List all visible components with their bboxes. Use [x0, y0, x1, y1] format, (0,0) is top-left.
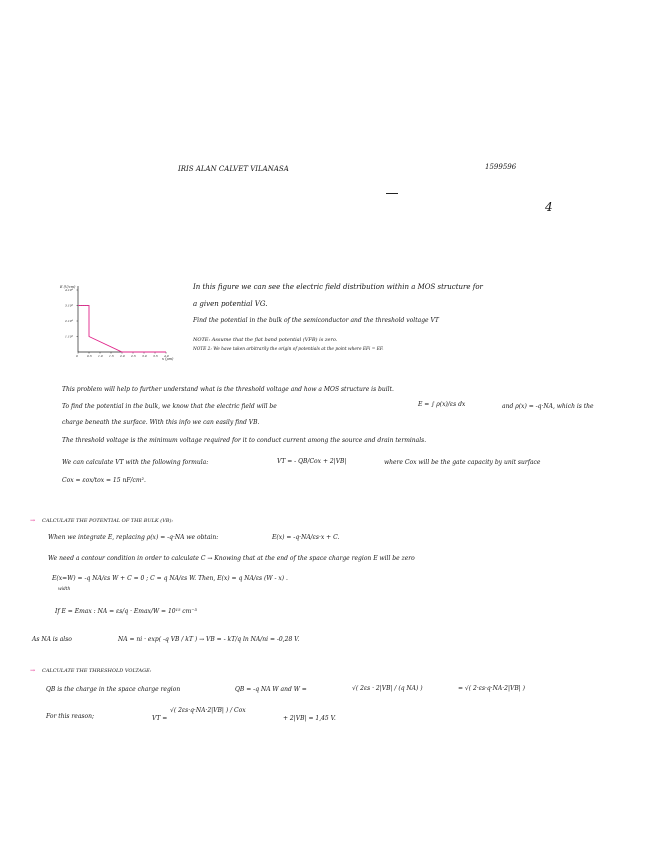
x-tick-label: 4.0: [164, 354, 169, 358]
note-2: NOTE 2: We have taken arbitrarily the origin of potentials at the point where EFi = EF.: [193, 347, 384, 352]
field-series-line: [78, 306, 166, 353]
student-name: IRIS ALAN CALVET VILANASA: [178, 165, 289, 173]
section-1-title: CALCULATE THE POTENTIAL OF THE BULK (VB):: [42, 518, 174, 524]
divider-dash: [386, 193, 398, 194]
sec2-line-1a: QB is the charge in the space charge region: [46, 686, 181, 693]
x-tick-label: 1.0: [98, 354, 103, 358]
x-tick-label: 2.0: [120, 354, 125, 358]
statement-line-3: Find the potential in the bulk of the semiconductor and the threshold voltage VT: [193, 317, 439, 324]
page-number: 4: [545, 200, 553, 214]
x-tick-label: 2.5: [131, 354, 136, 358]
intro-line-5a: We can calculate VT with the following formula:: [62, 459, 209, 466]
y-tick-label: 2.10⁴: [65, 319, 73, 323]
x-tick-label: 0: [76, 354, 78, 358]
intro-line-2b: and ρ(x) = -q·NA, which is the: [502, 403, 594, 410]
note-1: NOTE: Assume that the flat band potential (VFB) is zero.: [193, 337, 338, 343]
sec2-line-1b: QB = -q NA W and W =: [235, 686, 307, 693]
sec2-line-1c: √( 2εs · 2|VB| / (q NA) ): [352, 685, 423, 692]
electric-field-chart: [60, 282, 174, 362]
x-tick-label: 1.5: [109, 354, 114, 358]
sec1-line-1: When we integrate E, replacing ρ(x) = -q·NA we obtain:: [48, 534, 219, 541]
intro-line-2a: To find the potential in the bulk, we know that the electric field will be: [62, 403, 277, 410]
sec2-line-2c: √( 2εs·q·NA·2|VB| ) / Cox: [170, 707, 246, 714]
sec1-line-4: If E = Emax : NA = εs/q · Emax/W = 10¹⁵ cm⁻³: [55, 608, 197, 615]
intro-line-1: This problem will help to further understand what is the threshold voltage and how a MOS structure is built.: [62, 386, 394, 393]
section-2-title: CALCULATE THE THRESHOLD VOLTAGE:: [42, 668, 152, 674]
sec2-line-2a: For this reason;: [46, 713, 94, 720]
sec1-line-3: E(x=W) = -q NA/εs W + C = 0 ; C = q NA/εs W. Then, E(x) = q NA/εs (W - x) .: [52, 575, 288, 582]
x-axis-label: x (µm): [162, 357, 174, 361]
intro-line-2-equation: E = ∫ ρ(x)/εs dx: [418, 401, 466, 408]
sec1-line-5a: As NA is also: [32, 636, 72, 643]
arrow-icon: →: [30, 517, 36, 524]
x-tick-label: 0.5: [87, 354, 92, 358]
intro-line-6: Cox = εox/tox = 15 nF/cm².: [62, 477, 146, 484]
x-tick-label: 3.0: [142, 354, 147, 358]
y-tick-label: 4.10⁴: [65, 288, 73, 292]
y-tick-label: 1.10⁴: [65, 334, 73, 339]
intro-line-4: The threshold voltage is the minimum voltage required for it to conduct current among the source and drain terminals.: [62, 437, 427, 444]
arrow-icon-2: →: [30, 667, 36, 674]
sec1-width-note: width: [58, 587, 71, 592]
intro-line-5-equation: VT = - QB/Cox + 2|VB|: [277, 458, 347, 465]
sec2-line-1d: = √( 2·εs·q·NA·2|VB| ): [458, 685, 526, 692]
sec1-line-1-equation: E(x) = -q·NA/εs·x + C.: [272, 534, 340, 541]
sec2-line-2b: VT =: [152, 715, 168, 722]
x-tick-label: 3.5: [153, 354, 158, 358]
sec2-line-2d: + 2|VB| = 1,45 V.: [283, 715, 336, 722]
statement-line-1: In this figure we can see the electric field distribution within a MOS structure for: [193, 283, 483, 291]
intro-line-3: charge beneath the surface. With this info we can easily find VB.: [62, 419, 260, 426]
sec1-line-2: We need a contour condition in order to calculate C → Knowing that at the end of the space charge region E will be zero: [48, 555, 415, 562]
student-id: 1599596: [485, 163, 517, 171]
intro-line-5b: where Cox will be the gate capacity by unit surface: [384, 459, 541, 466]
statement-line-2: a given potential VG.: [193, 300, 268, 308]
y-axis-label: E (V/cm): [60, 285, 76, 289]
sec1-line-5b: NA = ni · exp( -q VB / kT ) → VB = - kT/q ln NA/ni = -0,28 V.: [118, 636, 300, 643]
y-tick-label: 3.10⁴: [65, 303, 73, 308]
